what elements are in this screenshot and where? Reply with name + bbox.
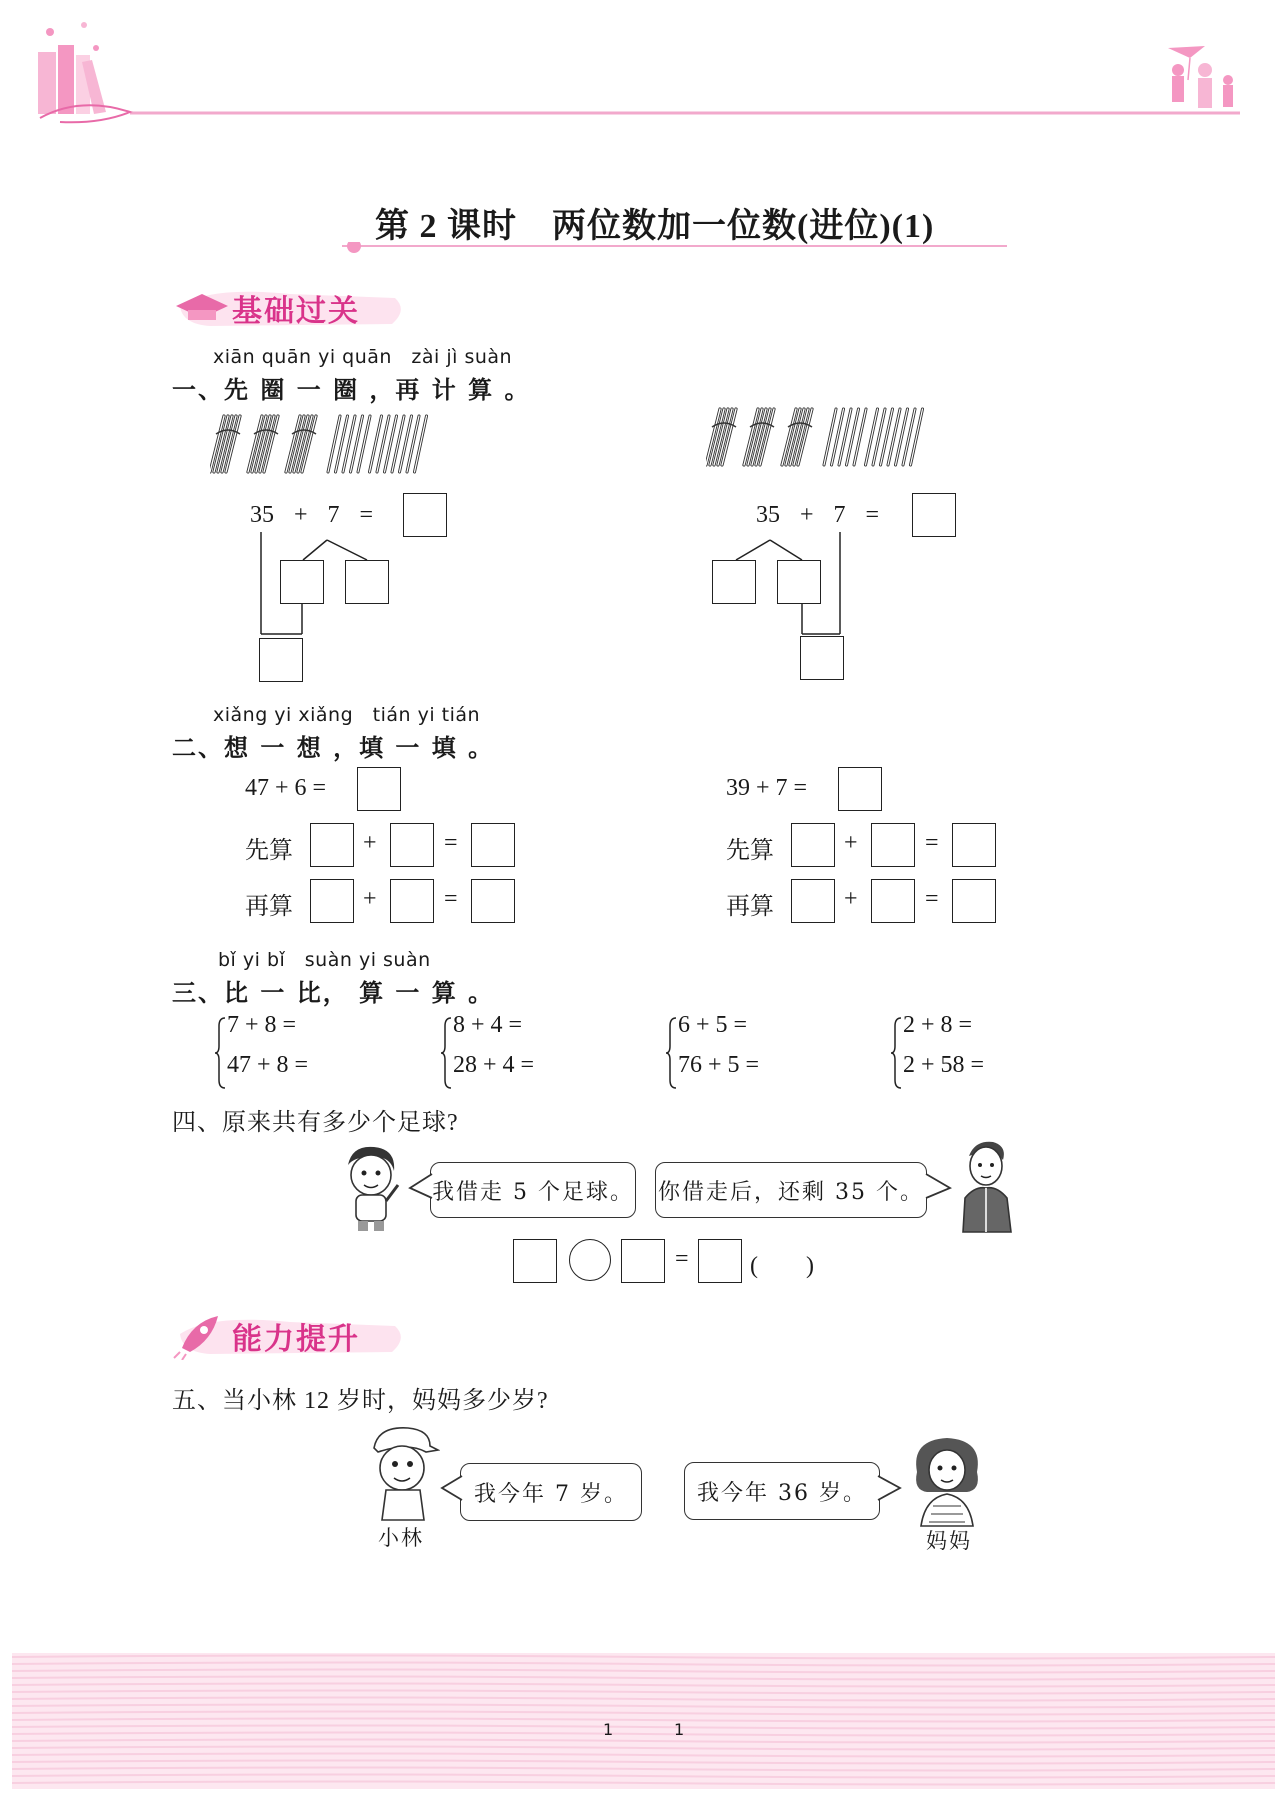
stripe-line: [12, 1754, 1275, 1757]
q2-right-step2-box-c[interactable]: [952, 879, 996, 923]
q4-answer-box-2[interactable]: [621, 1239, 665, 1283]
q1-right-num1: 35: [756, 502, 780, 528]
q2-right-answer-box[interactable]: [838, 767, 882, 811]
stripe-line: [12, 1782, 1275, 1785]
q2-right-step1-box-a[interactable]: [791, 823, 835, 867]
q3-pair-3-bottom: 76 + 5 =: [678, 1052, 760, 1078]
stripe-line: [12, 1656, 1275, 1659]
brace-icon: [666, 1016, 678, 1090]
stripe-line: [12, 1726, 1275, 1729]
q3-pair-3-top: 6 + 5 =: [678, 1012, 748, 1038]
q5-name-left: 小林: [378, 1526, 424, 1550]
q5-bubble-left: [460, 1463, 642, 1521]
q1-left-equals: =: [359, 502, 374, 528]
q2-left-step1-box-a[interactable]: [310, 823, 354, 867]
stripes-pattern: [12, 1653, 1275, 1789]
q2-right-expression: 39 + 7 =: [726, 775, 808, 801]
q2-left-step2-equals: =: [444, 886, 458, 912]
stripe-line: [12, 1670, 1275, 1673]
q2-right-step1-equals: =: [925, 830, 939, 856]
man-icon: [955, 1138, 1017, 1234]
boy-character-illustration: [340, 1143, 402, 1233]
q2-title: 二、想 一 想 ，填 一 填 。: [172, 733, 495, 762]
q5-bubble-left-text: 我今年 7 岁。: [474, 1481, 628, 1507]
stripe-line: [12, 1747, 1275, 1750]
q2-left-step1-box-b[interactable]: [390, 823, 434, 867]
stripe-line: [12, 1733, 1275, 1736]
stripe-line: [12, 1712, 1275, 1715]
brace-icon: [215, 1016, 227, 1090]
q2-left-answer-box[interactable]: [357, 767, 401, 811]
man-character-illustration: [955, 1138, 1017, 1234]
section-advanced-title: 能力提升: [232, 1322, 360, 1357]
q2-right-step2-plus: +: [844, 886, 858, 912]
q4-answer-box-1[interactable]: [513, 1239, 557, 1283]
stripe-line: [12, 1663, 1275, 1666]
sticks-illustration-right: [706, 405, 1006, 475]
stick-bundle: [706, 409, 736, 465]
bubble-tail-left: [440, 1474, 464, 1504]
q2-right-step1-label: 先算: [726, 838, 774, 864]
page-number-left: 1: [603, 1720, 614, 1739]
q4-bubble-right-text: 你借走后，还剩 35 个。: [658, 1179, 924, 1205]
footer-stripes: [12, 1653, 1275, 1789]
bubble-tail-left: [408, 1172, 434, 1202]
q4-answer-unit: ( ): [750, 1253, 814, 1279]
q1-right-split-box-2[interactable]: [777, 560, 821, 604]
q2-right-step2-equals: =: [925, 886, 939, 912]
q5-title: 五、当小林 12 岁时，妈妈多少岁?: [172, 1388, 549, 1414]
stripe-line: [12, 1768, 1275, 1771]
q2-right-step1-box-c[interactable]: [952, 823, 996, 867]
section-basic-header: [170, 280, 410, 332]
stripe-line: [12, 1761, 1275, 1764]
q5-bubble-right: [684, 1462, 880, 1520]
q4-title: 四、原来共有多少个足球?: [172, 1110, 459, 1136]
brace-icon: [441, 1016, 453, 1090]
q3-pair-4-bottom: 2 + 58 =: [903, 1052, 985, 1078]
q2-right-step1-plus: +: [844, 830, 858, 856]
q1-right-equals: =: [865, 502, 880, 528]
section-advanced-header: [170, 1308, 410, 1360]
q2-left-step1-label: 先算: [245, 838, 293, 864]
mom-character-illustration: [907, 1432, 987, 1528]
q1-left-split-box-2[interactable]: [345, 560, 389, 604]
q2-right-step2-box-a[interactable]: [791, 879, 835, 923]
page-number-right: 1: [674, 1720, 685, 1739]
stripe-line: [12, 1677, 1275, 1680]
q2-left-step2-label: 再算: [245, 894, 293, 920]
q3-pair-2-bottom: 28 + 4 =: [453, 1052, 535, 1078]
stick-bundle: [782, 409, 812, 465]
brace-icon: [891, 1016, 903, 1090]
q2-left-step2-box-c[interactable]: [471, 879, 515, 923]
lesson-title: 第 2 课时 两位数加一位数(进位)(1): [375, 208, 935, 245]
q2-left-step1-box-c[interactable]: [471, 823, 515, 867]
stripe-line: [12, 1684, 1275, 1687]
q1-left-expression: [250, 502, 373, 529]
q4-bubble-left: [430, 1162, 636, 1218]
boy-with-cap-icon: [368, 1422, 440, 1522]
q3-pinyin: bǐ yi bǐ suàn yi suàn: [218, 949, 431, 971]
stripe-line: [12, 1740, 1275, 1743]
stripe-line: [12, 1775, 1275, 1778]
q3-title: 三、比 一 比， 算 一 算 。: [172, 978, 495, 1007]
q1-left-partial-box[interactable]: [259, 638, 303, 682]
stick-bundle: [286, 416, 316, 472]
section-basic-title: 基础过关: [232, 294, 360, 329]
stripe-line: [12, 1705, 1275, 1708]
q2-pinyin: xiǎng yi xiǎng tián yi tián: [213, 704, 481, 726]
sticks-illustration-left: [210, 412, 510, 482]
boy-icon: [340, 1143, 402, 1233]
stick-bundle: [248, 416, 278, 472]
q1-pinyin: xiān quān yi quān zài jì suàn: [213, 346, 513, 368]
q3-pair-4-top: 2 + 8 =: [903, 1012, 973, 1038]
stripe-line: [12, 1691, 1275, 1694]
q5-bubble-right-text: 我今年 36 岁。: [697, 1480, 867, 1506]
q2-left-expression: 47 + 6 =: [245, 775, 327, 801]
header-ornament-icon: [0, 0, 1287, 130]
q1-title: 一、先 圈 一 圈 ，再 计 算 。: [172, 375, 531, 404]
q2-right-step2-box-b[interactable]: [871, 879, 915, 923]
xiaolin-character-illustration: [368, 1422, 440, 1522]
q1-left-plus: +: [294, 502, 308, 528]
q2-left-step1-equals: =: [444, 830, 458, 856]
bubble-tail-right: [924, 1172, 952, 1202]
q2-right-step1-box-b[interactable]: [871, 823, 915, 867]
header-decoration: [0, 0, 1287, 130]
mom-icon: [907, 1432, 987, 1528]
stripe-line: [12, 1698, 1275, 1701]
q4-bubble-right: [655, 1162, 927, 1218]
title-underline: [312, 242, 1007, 262]
q3-pair-2-top: 8 + 4 =: [453, 1012, 523, 1038]
q2-left-step2-box-a[interactable]: [310, 879, 354, 923]
q1-right-plus: +: [800, 502, 814, 528]
q1-left-split-lines: [255, 530, 415, 640]
q2-left-step2-box-b[interactable]: [390, 879, 434, 923]
q1-left-num1: 35: [250, 502, 274, 528]
q2-left-step2-plus: +: [363, 886, 377, 912]
q4-answer-equals: =: [675, 1246, 689, 1272]
q1-right-expression: [756, 502, 879, 529]
q4-answer-box-3[interactable]: [698, 1239, 742, 1283]
q2-left-step1-plus: +: [363, 830, 377, 856]
q1-right-num2: 7: [833, 502, 846, 528]
q3-pair-1-top: 7 + 8 =: [227, 1012, 297, 1038]
bubble-tail-right: [876, 1474, 902, 1504]
q4-operator-circle[interactable]: [569, 1239, 611, 1281]
q1-right-partial-box[interactable]: [800, 636, 844, 680]
q5-name-right: 妈妈: [926, 1529, 972, 1553]
q1-right-result-box[interactable]: [912, 493, 956, 537]
stripe-line: [12, 1719, 1275, 1722]
q4-bubble-left-text: 我借走 5 个足球。: [432, 1179, 634, 1205]
q2-right-step2-label: 再算: [726, 894, 774, 920]
q3-pair-1-bottom: 47 + 8 =: [227, 1052, 309, 1078]
q1-left-num2: 7: [327, 502, 340, 528]
q1-left-split-box-1[interactable]: [280, 560, 324, 604]
stick-bundle: [744, 409, 774, 465]
q1-right-split-box-1[interactable]: [712, 560, 756, 604]
stick-bundle: [210, 416, 240, 472]
